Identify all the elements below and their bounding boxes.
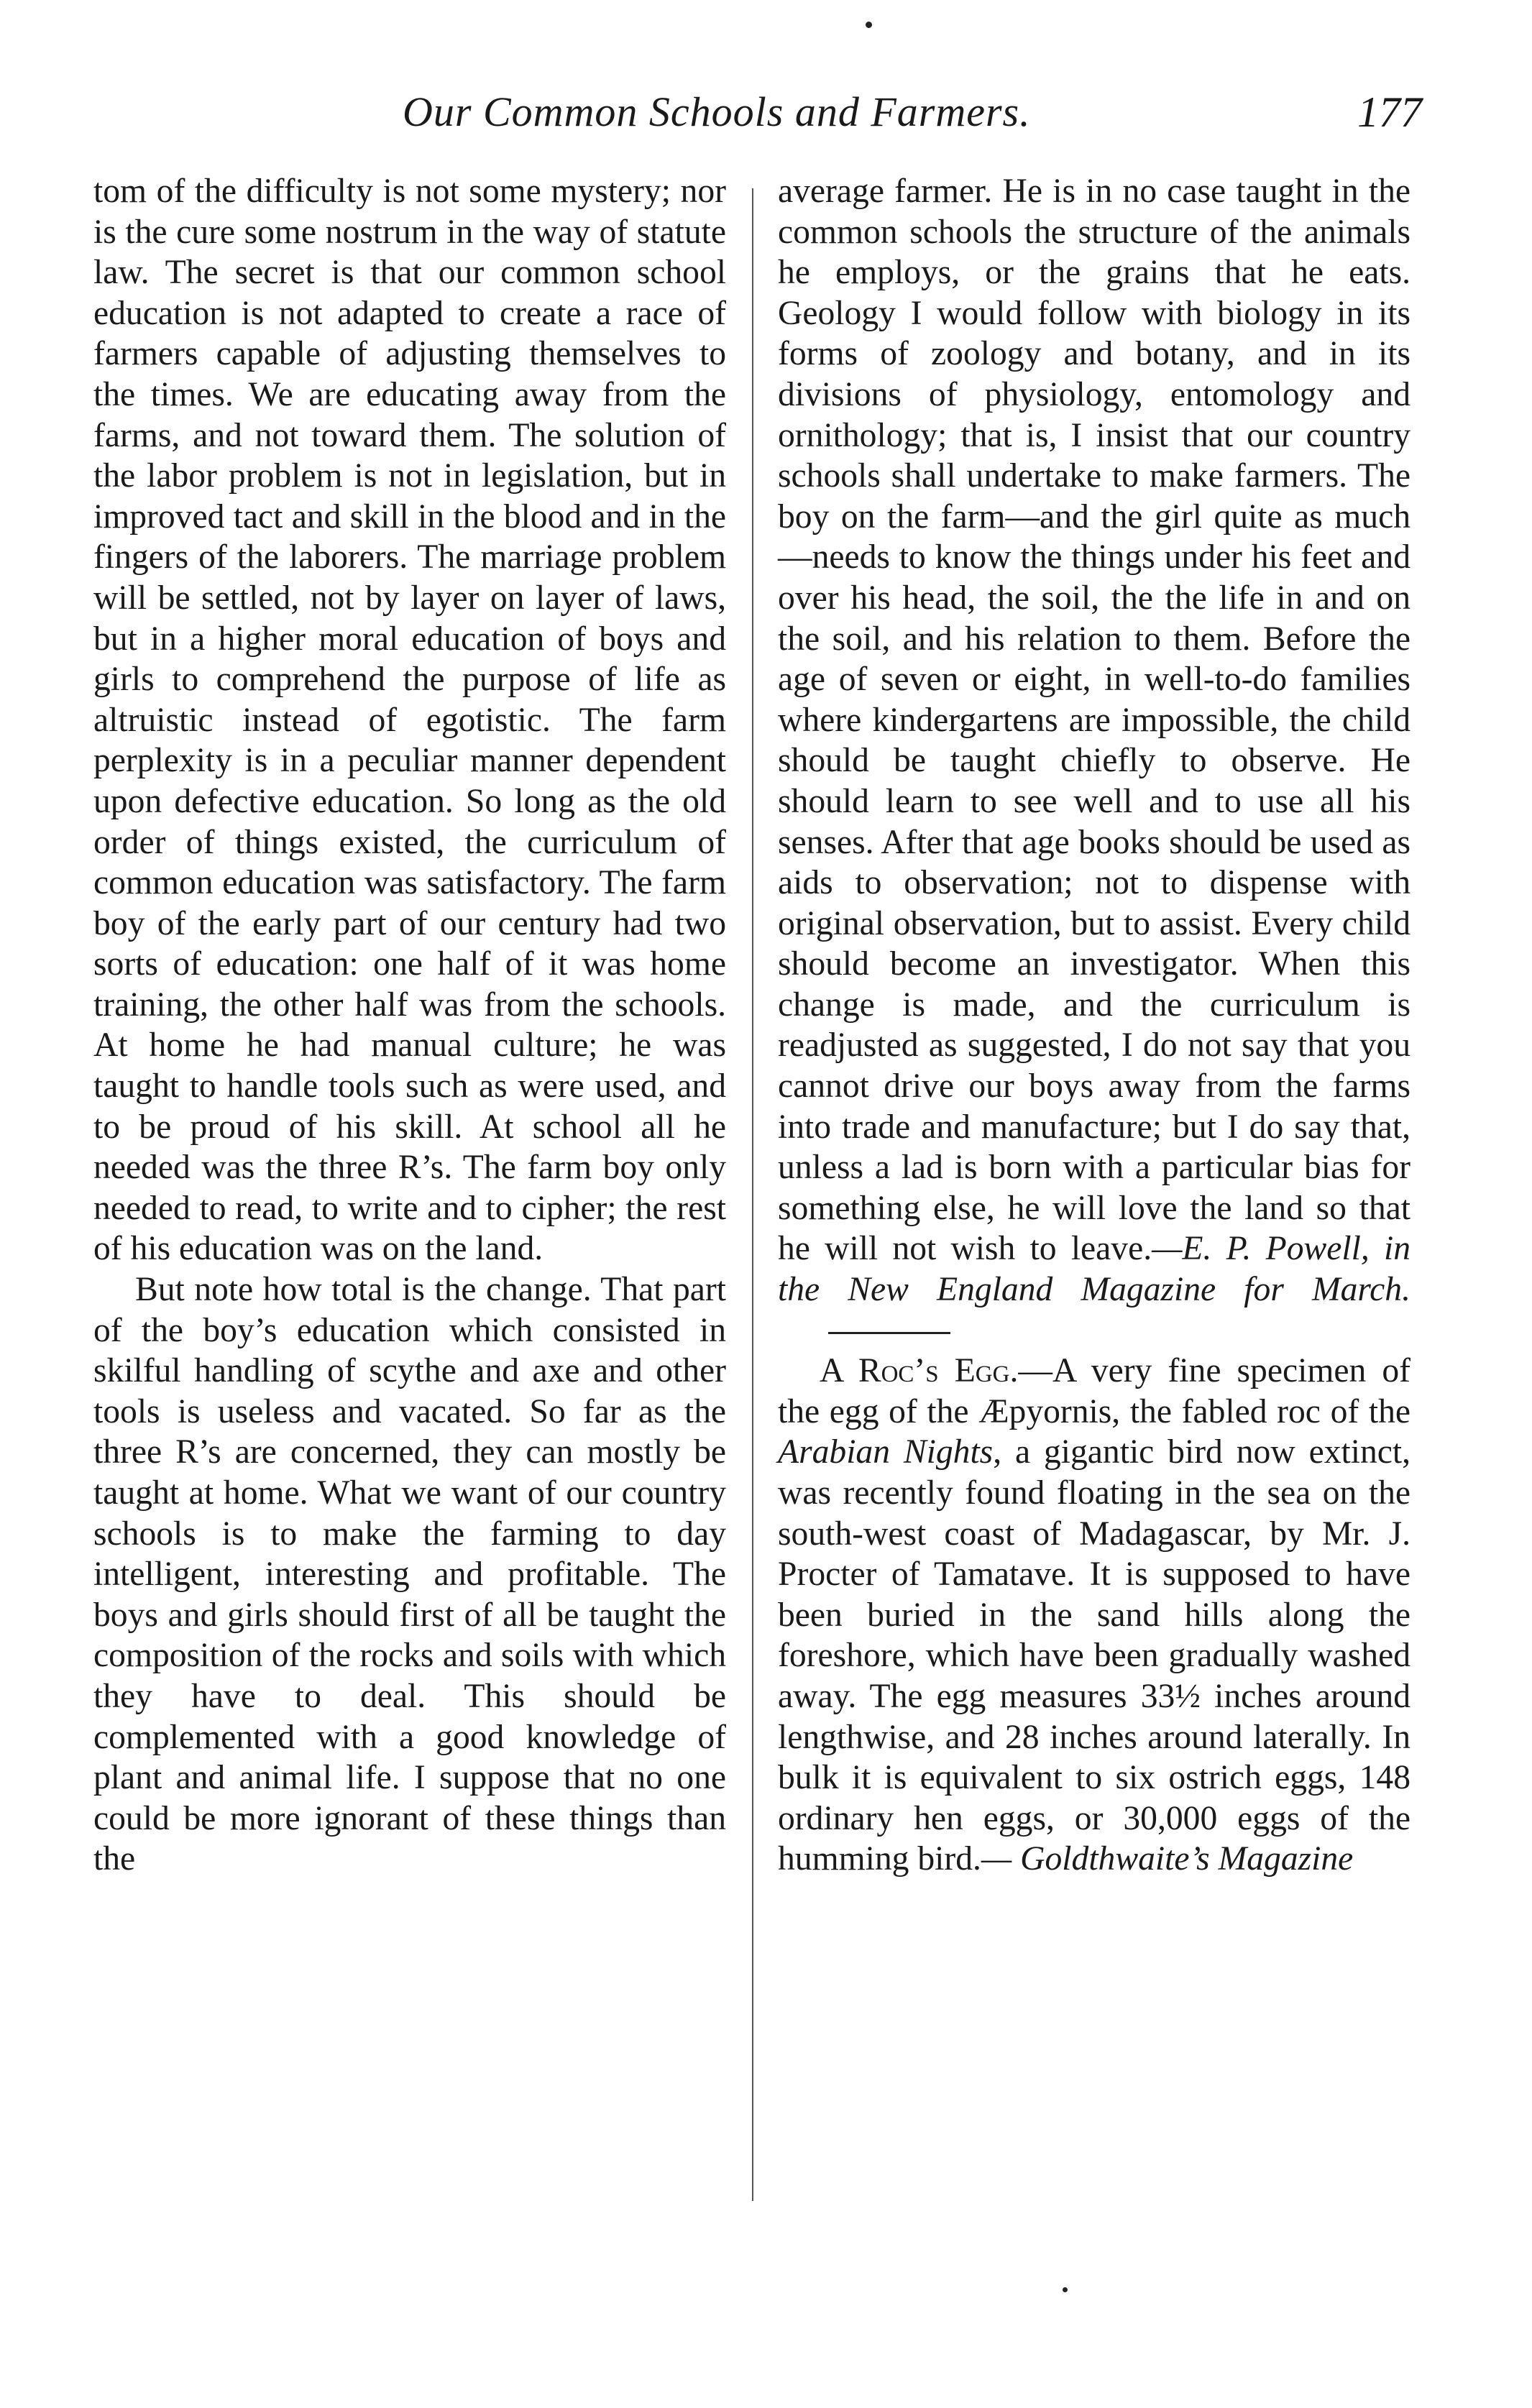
- paragraph-text: average farmer. He is in no case taught in the common schools the structure of the animals he employs, or the grains that he eats. Geology I would follow with biology in its forms of zoology and botany, and in its divisions of physiology, entomology and ornithology; that is, I insist that our country schools shall undertake to make farmers. The boy on the farm—and the girl quite as much—needs to know the things under his feet and over his head, the soil, the the life in and on the soil, and his relation to them. Before the age of seven or eight, in well-to-do families where kindergartens are impossible, the child should be taught chiefly to observe. He should learn to see well and to use all his senses. After that age books should be used as aids to observation; not to dispense with original observation, but to assist. Every child should become an investigator. When this change is made, and the curriculum is readjusted as suggested, I do not say that you cannot drive our boys away from the farms into trade and manufacture; but I do say that, unless a lad is born with a particular bias for something else, he will love the land so that he will not wish to leave.: [778, 173, 1411, 1268]
- paragraph: But note how total is the change. That part of the boy’s education which consisted in skilful handling of scythe and axe and other tools is useless and vacated. So far as the three R’s are concerned, they can mostly be taught at home. What we want of our country schools is to make the farming to day intelligent, interesting and profitable. The boys and girls should first of all be taught the composition of the rocks and soils with which they have to deal. This should be complemented with a good knowledge of plant and animal life. I suppose that no one could be more ignorant of these things than the: [93, 1271, 726, 1878]
- paragraph: tom of the difficulty is not some mystery; nor is the cure some nostrum in the way of statute law. The secret is that our common school education is not adapted to create a race of farmers capable of adjusting themselves to the times. We are educating away from the farms, and not toward them. The solution of the labor problem is not in legislation, but in improved tact and skill in the blood and in the fingers of the laborers. The marriage problem will be settled, not by layer on layer of laws, but in a higher moral education of boys and girls to comprehend the purpose of life as altruistic instead of egotistic. The farm perplexity is in a peculiar manner dependent upon defective education. So long as the old order of things existed, the curriculum of common education was satisfactory. The farm boy of the early part of our century had two sorts of education: one half of it was home training, the other half was from the schools. At home he had manual culture; he was taught to handle tools such as were used, and to be proud of his skill. At school all he needed was the three R’s. The farm boy only needed to read, to write and to cipher; the rest of his education was on the land.: [93, 173, 726, 1268]
- separator-rule: [828, 1332, 950, 1334]
- book-title: Arabian Nights: [778, 1433, 994, 1471]
- right-column: [778, 171, 1411, 1880]
- paragraph-text: —A very fine specimen of the egg of the Æpyornis, the fabled roc of the: [778, 1352, 1411, 1430]
- running-title: Our Common Schools and Farmers.: [403, 88, 1031, 135]
- left-column: [93, 171, 726, 1880]
- printer-dot: [866, 22, 872, 28]
- paragraph: [778, 1351, 1411, 1880]
- page-number: 177: [1357, 88, 1422, 136]
- printer-dot: [1063, 2287, 1068, 2292]
- paragraph: [778, 171, 1411, 1351]
- paragraph-text: , a gigantic bird now extinct, was recently found floating in the sea on the south-west coast of Madagascar, by Mr. J. Procter of Tamatave. It is supposed to have been buried in the sand hills along the foreshore, which have been gradually washed away. The egg measures 33½ inches around lengthwise, and 28 inches around laterally. In bulk it is equivalent to six ostrich eggs, 148 ordinary hen eggs, or 30,000 eggs of the humming bird.: [778, 1433, 1411, 1878]
- column-rule: [752, 188, 753, 2201]
- article-title: A Roc’s Egg.: [820, 1352, 1019, 1390]
- citation: — Goldthwaite’s Magazine: [981, 1840, 1354, 1878]
- citation: —E. P. Powell, in the New England Magazine for March.: [778, 1230, 1411, 1309]
